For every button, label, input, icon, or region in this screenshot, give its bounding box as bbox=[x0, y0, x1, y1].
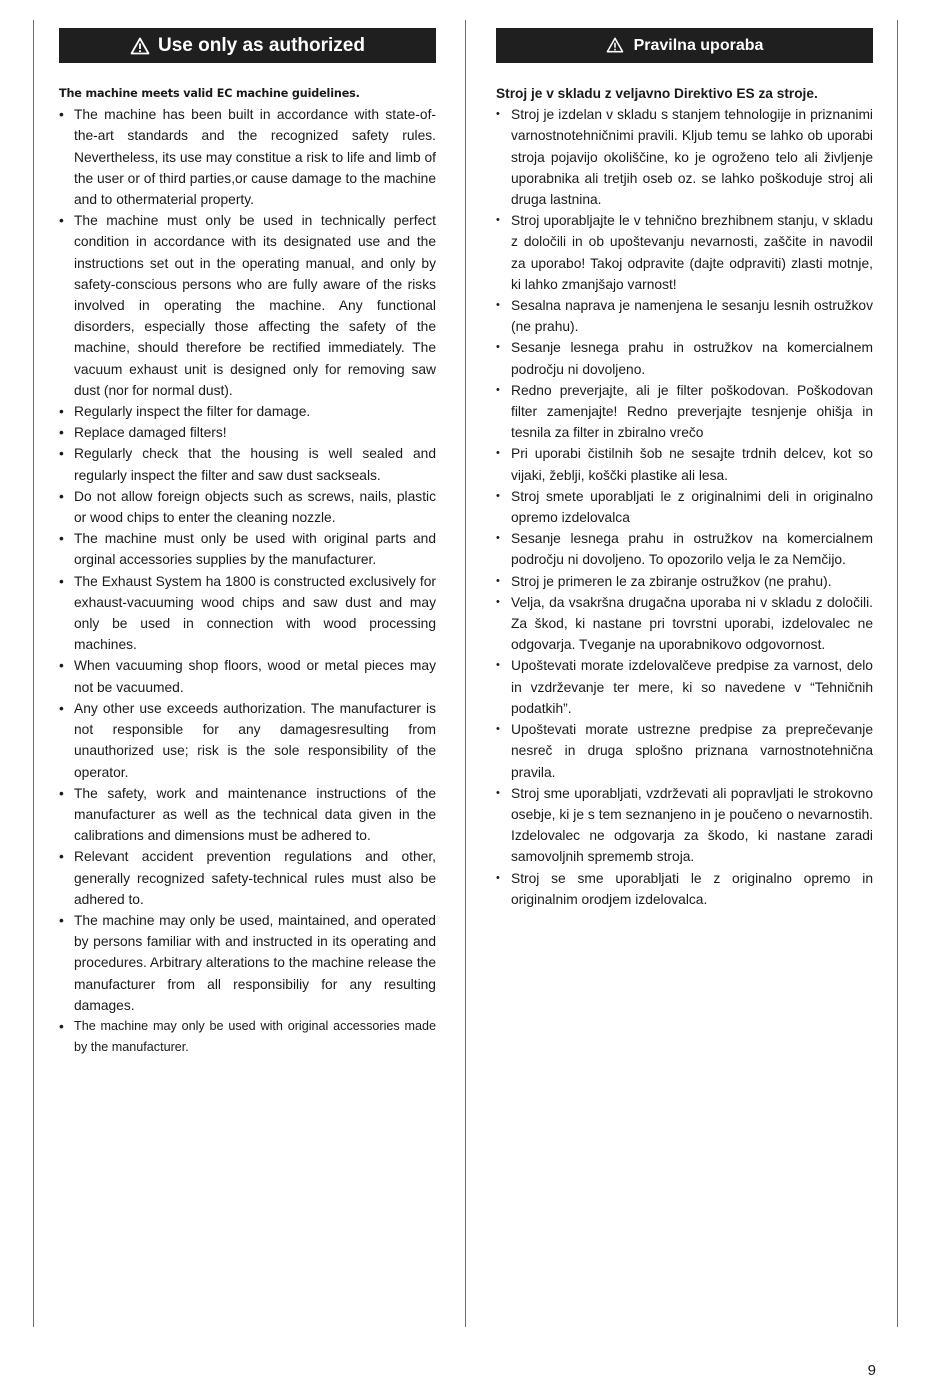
list-item: • When vacuuming shop floors, wood or metal pieces may not be vacuumed. bbox=[59, 655, 436, 697]
list-item: • Upoštevati morate ustrezne predpise za preprečevanje nesreč in druga splošno priznana varnostnotehnična pravila. bbox=[496, 719, 873, 783]
right-margin-rule bbox=[897, 20, 898, 1327]
list-item: • The machine has been built in accordance with state-of-the-art standards and the recognized safety rules. Nevertheless, its use may constitue a risk to life and limb of the user or of third parties,or cause damage to the machine and to othermaterial property. bbox=[59, 104, 436, 210]
list-item: • Relevant accident prevention regulations and other, generally recognized safety-technical rules must also be adhered to. bbox=[59, 846, 436, 910]
list-item: • Sesanje lesnega prahu in ostružkov na komercialnem področju ni dovoljeno. bbox=[496, 337, 873, 379]
section-heading-banner bbox=[59, 28, 436, 63]
left-margin-rule bbox=[33, 20, 34, 1327]
slovenian-column bbox=[496, 28, 873, 910]
section-heading-banner bbox=[496, 28, 873, 63]
list-item: • Upoštevati morate izdelovalčeve predpise za varnost, delo in vzdrževanje ter mere, ki so navedene v “Tehničnih podatkih”. bbox=[496, 655, 873, 719]
page-number: 9 bbox=[867, 1362, 876, 1379]
list-item: • Stroj se sme uporabljati le z originalno opremo in originalnim orodjem izdelovalca. bbox=[496, 868, 873, 910]
list-item: • Sesanje lesnega prahu in ostružkov na komercialnem področju ni dovoljeno. To opozorilo velja le za Nemčijo. bbox=[496, 528, 873, 570]
english-column bbox=[59, 28, 436, 1058]
warning-triangle-icon bbox=[606, 37, 626, 55]
list-item: • Any other use exceeds authorization. The manufacturer is not responsible for any damagesresulting from unauthorized use; risk is the sole responsibility of the operator. bbox=[59, 698, 436, 783]
list-item: • Velja, da vsakršna drugačna uporaba ni v skladu z določili. Za škod, ki nastane pri tovrstni uporabi, izdelovalec ne odgovarja. Tveganje na uporabnikovo odgovornost. bbox=[496, 592, 873, 656]
list-item: • Regularly inspect the filter for damage. bbox=[59, 401, 436, 422]
lead-statement: The machine meets valid EC machine guidelines. bbox=[59, 87, 360, 100]
list-item: • The machine may only be used with original accessories made by the manufacturer. bbox=[59, 1016, 436, 1058]
warning-triangle-icon bbox=[130, 37, 150, 55]
center-divider-rule bbox=[465, 20, 466, 1327]
list-item: • Do not allow foreign objects such as screws, nails, plastic or wood chips to enter the cleaning nozzle. bbox=[59, 486, 436, 528]
instruction-list bbox=[496, 104, 873, 910]
list-item: • The machine must only be used in technically perfect condition in accordance with its designated use and the instructions set out in the operating manual, and only by safety-conscious persons who are fully aware of the risks involved in operating the machine. Any functional disorders, especially those affecting the safety of the machine, should therefore be rectified immediately. The vacuum exhaust unit is designed only for removing saw dust (nor for normal dust). bbox=[59, 210, 436, 401]
lead-statement: Stroj je v skladu z veljavno Direktivo ES za stroje. bbox=[496, 86, 818, 101]
list-item: • Replace damaged filters! bbox=[59, 422, 436, 443]
section-heading: Pravilna uporaba bbox=[633, 36, 764, 54]
list-item: • Stroj je primeren le za zbiranje ostružkov (ne prahu). bbox=[496, 571, 873, 592]
section-heading: Use only as authorized bbox=[158, 34, 365, 56]
list-item: • Regularly check that the housing is well sealed and regularly inspect the filter and saw dust sackseals. bbox=[59, 443, 436, 485]
list-item: • Redno preverjajte, ali je filter poškodovan. Poškodovan filter zamenjajte! Redno preverjajte tesnjenje ohišja in tesnila za filter in zbiralno vrečo bbox=[496, 380, 873, 444]
instruction-list bbox=[59, 104, 436, 1058]
list-item: • Stroj sme uporabljati, vzdrževati ali popravljati le strokovno osebje, ki je s tem seznanjeno in je poučeno o nevarnostih. Izdelovalec ne odgovarja za škodo, ki nastane zaradi samovoljnih sprememb stroja. bbox=[496, 783, 873, 868]
list-item: • Stroj smete uporabljati le z originalnimi deli in originalno opremo izdelovalca bbox=[496, 486, 873, 528]
list-item: • Sesalna naprava je namenjena le sesanju lesnih ostružkov (ne prahu). bbox=[496, 295, 873, 337]
list-item: • Stroj je izdelan v skladu s stanjem tehnologije in priznanimi varnostnotehničnimi pravili. Kljub temu se lahko ob uporabi stroja pojavijo okoliščine, ko je ogroženo telo ali življenje uporabnika ali tretjih oseb oz. se lahko poškoduje stroj ali druga lastnina. bbox=[496, 104, 873, 210]
list-item: • The Exhaust System ha 1800 is constructed exclusively for exhaust-vacuuming wood chips and saw dust and may only be used in connection with wood processing machines. bbox=[59, 571, 436, 656]
list-item: • Pri uporabi čistilnih šob ne sesajte trdnih delcev, kot so vijaki, žeblji, koščki plastike ali lesa. bbox=[496, 443, 873, 485]
list-item: • The machine must only be used with original parts and orginal accessories supplies by the manufacturer. bbox=[59, 528, 436, 570]
list-item: • The machine may only be used, maintained, and operated by persons familiar with and instructed in its operating and procedures. Arbitrary alterations to the machine release the manufacturer from all responsibiliy for any resulting damages. bbox=[59, 910, 436, 1016]
list-item: • The safety, work and maintenance instructions of the manufacturer as well as the technical data given in the calibrations and dimensions must be adhered to. bbox=[59, 783, 436, 847]
list-item: • Stroj uporabljajte le v tehnično brezhibnem stanju, v skladu z določili in ob upoštevanju nevarnosti, zaščite in navodil za uporabo! Takoj odpravite (dajte odpraviti) zlasti motnje, ki lahko zmanjšajo varnost! bbox=[496, 210, 873, 295]
